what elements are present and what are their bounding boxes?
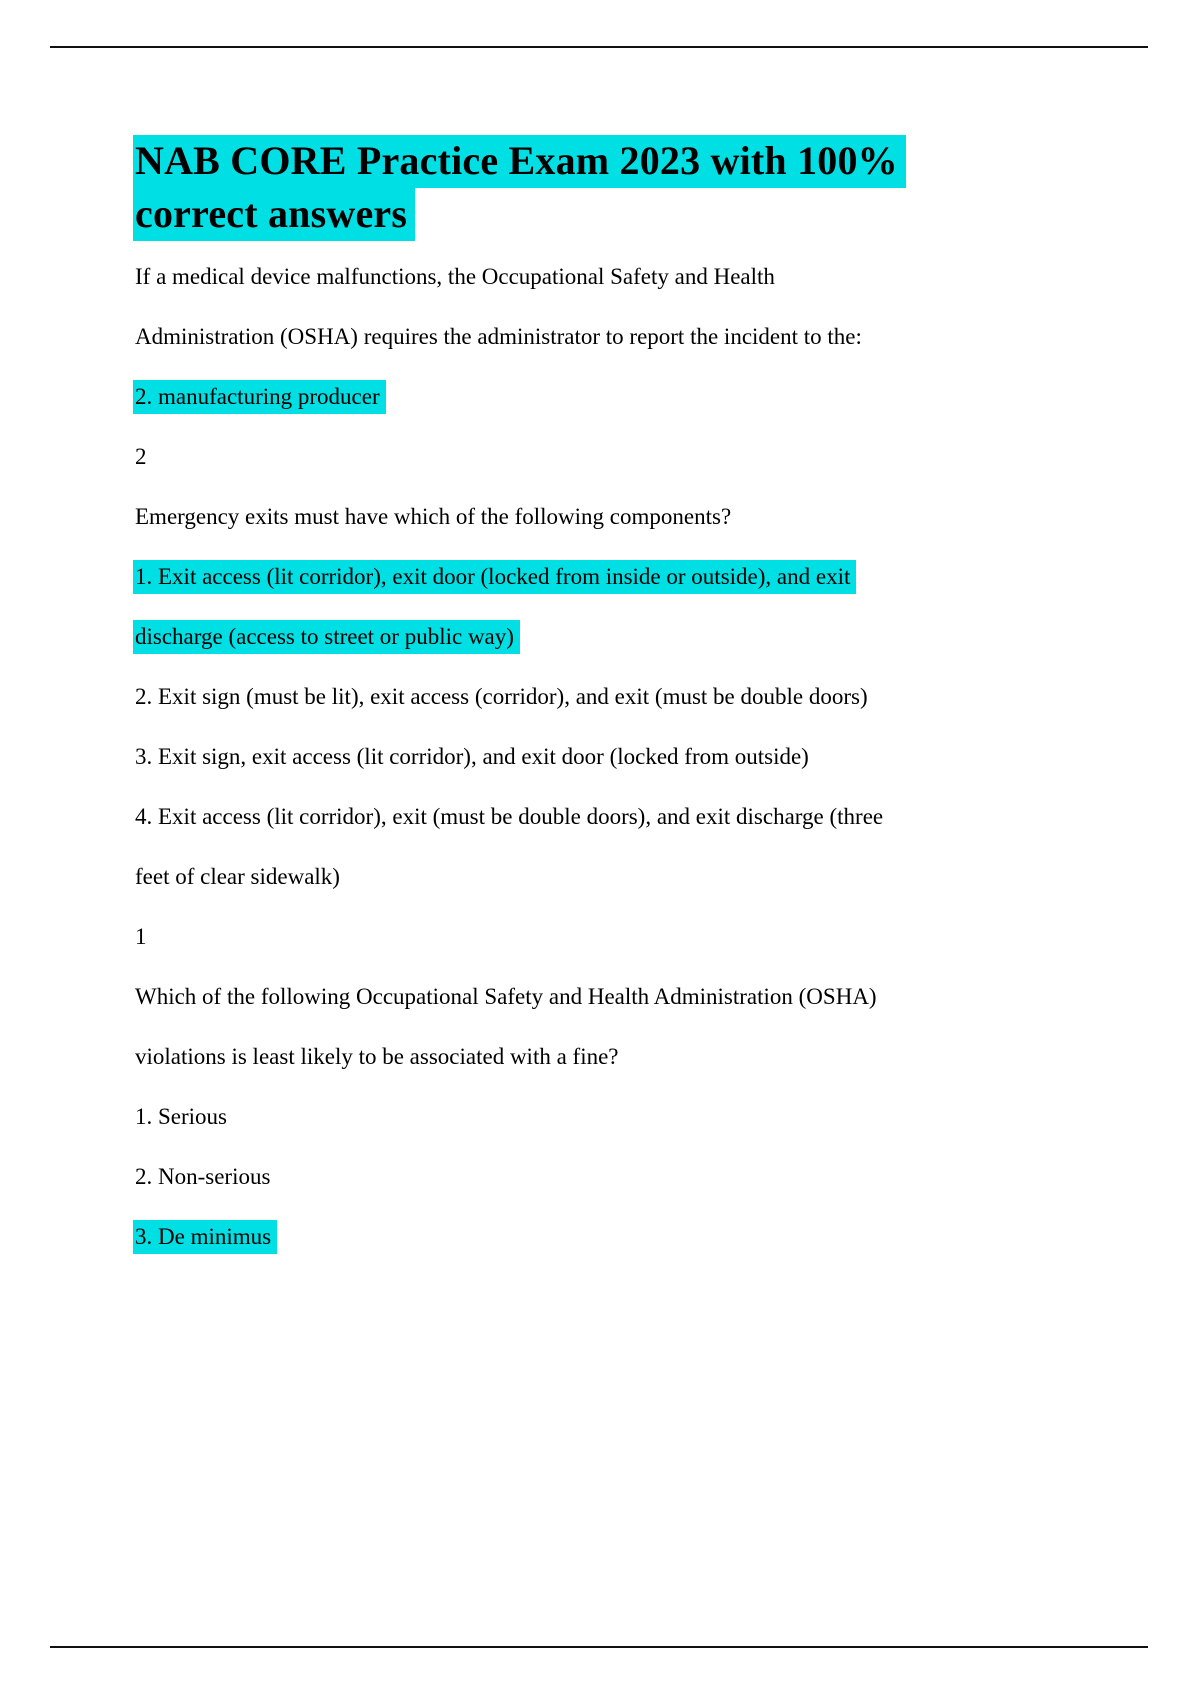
text-line-content: discharge (access to street or public way) bbox=[133, 620, 520, 654]
text-line bbox=[135, 547, 1125, 607]
text-line-content: Administration (OSHA) requires the administrator to report the incident to the: bbox=[135, 324, 862, 349]
text-line-content: 2 bbox=[135, 444, 147, 469]
text-line-content: 2. manufacturing producer bbox=[133, 380, 386, 414]
text-line-content: 2. Exit sign (must be lit), exit access (corridor), and exit (must be double doors) bbox=[135, 684, 868, 709]
text-line-content: Emergency exits must have which of the following components? bbox=[135, 504, 732, 529]
text-line bbox=[135, 787, 1125, 847]
text-line bbox=[135, 607, 1125, 667]
text-line-content: feet of clear sidewalk) bbox=[135, 864, 340, 889]
text-line-content: 1. Exit access (lit corridor), exit door (locked from inside or outside), and exit bbox=[133, 560, 856, 594]
text-line-content: 1. Serious bbox=[135, 1104, 227, 1129]
text-line bbox=[135, 667, 1125, 727]
text-line bbox=[135, 1207, 1125, 1267]
document-title-highlight: NAB CORE Practice Exam 2023 with 100% correct answers bbox=[133, 135, 906, 241]
text-line bbox=[135, 967, 1125, 1027]
text-line bbox=[135, 907, 1125, 967]
header-divider bbox=[50, 46, 1148, 48]
footer-divider bbox=[50, 1646, 1148, 1648]
text-line bbox=[135, 247, 1125, 307]
text-line bbox=[135, 1027, 1125, 1087]
text-line bbox=[135, 427, 1125, 487]
text-line bbox=[135, 487, 1125, 547]
text-line-content: 3. De minimus bbox=[133, 1220, 277, 1254]
text-line-content: Which of the following Occupational Safety and Health Administration (OSHA) bbox=[135, 984, 877, 1009]
document-title bbox=[135, 134, 1015, 240]
text-line bbox=[135, 367, 1125, 427]
text-line-content: 1 bbox=[135, 924, 147, 949]
text-line bbox=[135, 1147, 1125, 1207]
text-line bbox=[135, 727, 1125, 787]
text-line-content: 3. Exit sign, exit access (lit corridor), and exit door (locked from outside) bbox=[135, 744, 809, 769]
text-line bbox=[135, 847, 1125, 907]
text-line-content: 2. Non-serious bbox=[135, 1164, 271, 1189]
text-line bbox=[135, 1087, 1125, 1147]
text-line bbox=[135, 307, 1125, 367]
text-line-content: 4. Exit access (lit corridor), exit (must be double doors), and exit discharge (three bbox=[135, 804, 884, 829]
text-line-content: If a medical device malfunctions, the Occupational Safety and Health bbox=[135, 264, 775, 289]
text-line-content: violations is least likely to be associated with a fine? bbox=[135, 1044, 619, 1069]
document-body bbox=[135, 247, 1125, 1267]
